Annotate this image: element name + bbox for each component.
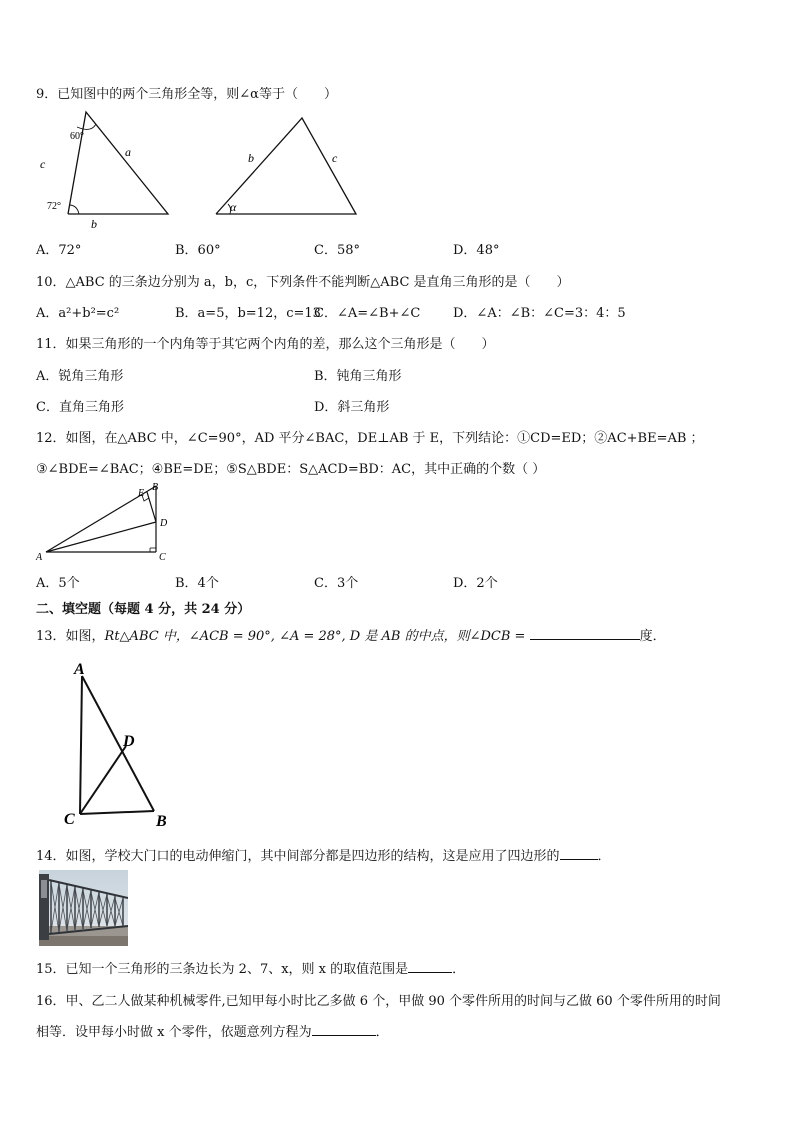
q10-option-b: B．a=5，b=12，c=13: [175, 306, 321, 321]
q9-fig1-side-bottom: b: [91, 217, 97, 231]
q10-option-d: D．∠A：∠B：∠C=3：4：5: [453, 306, 626, 321]
q13-figure: [60, 658, 190, 833]
q9-figure-1: [30, 108, 180, 233]
q14-stem-suffix: ．: [597, 849, 611, 864]
q13-label-b: B: [156, 813, 167, 830]
q11-option-a: A．锐角三角形: [36, 369, 124, 384]
q9-option-d: D．48°: [453, 243, 500, 258]
q15-stem-text: 15．已知一个三角形的三条边长为 2、7、x，则 x 的取值范围是: [36, 962, 409, 977]
q12-label-d: D: [160, 518, 168, 529]
q15-stem: [36, 958, 465, 977]
q9-option-c: C．58°: [314, 243, 360, 258]
q15-stem-suffix: ．: [452, 962, 466, 977]
q16-line2: [36, 1021, 389, 1040]
gate-image: [39, 870, 128, 946]
q9-fig1-angle-top: 60°: [70, 131, 84, 142]
q10-stem: 10．△ABC 的三条边分别为 a，b，c，下列条件不能判断△ABC 是直角三角形的是（ ）: [36, 275, 570, 290]
q9-option-b: B．60°: [175, 243, 221, 258]
q12-option-b: B．4个: [175, 576, 219, 591]
q12-figure: [34, 482, 184, 564]
q16-line1: 16．甲、乙二人做某种机械零件,已知甲每小时比乙多做 6 个，甲做 90 个零件所用的时间与乙做 60 个零件所用的时间: [36, 994, 721, 1009]
q9-fig2-side-left: b: [248, 151, 254, 165]
q9-fig1-side-right: a: [125, 145, 131, 159]
q13-stem: [36, 625, 666, 644]
q13-stem-suffix: 度．: [639, 629, 666, 644]
q14-gate-photo: [39, 870, 128, 946]
q9-stem: 9．已知图中的两个三角形全等，则∠α等于（ ）: [36, 87, 337, 102]
q11-option-d: D．斜三角形: [314, 400, 390, 415]
q13-label-c: C: [64, 811, 75, 828]
q12-option-c: C．3个: [314, 576, 359, 591]
q13-label-d: D: [123, 733, 135, 750]
q12-label-a: A: [36, 552, 43, 563]
q16-line2-suffix: ．: [375, 1025, 389, 1040]
q13-stem-prefix: 13．如图，: [36, 629, 105, 644]
q12-label-c: C: [159, 552, 166, 563]
q9-fig2-side-right: c: [332, 151, 338, 165]
q14-stem-text: 14．如图，学校大门口的电动伸缩门，其中间部分都是四边形的结构，这是应用了四边形的: [36, 849, 560, 864]
q14-answer-blank[interactable]: [560, 847, 598, 860]
q15-answer-blank[interactable]: [408, 960, 452, 973]
q12-stem-line1: 12．如图，在△ABC 中，∠C=90°，AD 平分∠BAC，DE⊥AB 于 E，下列结论：①CD=ED；②AC+BE=AB ；: [36, 431, 704, 446]
q10-option-c: C．∠A=∠B+∠C: [314, 306, 421, 321]
q12-option-d: D．2个: [453, 576, 498, 591]
q9-figure-2: [208, 112, 368, 222]
q12-label-e: E: [138, 488, 145, 499]
q11-stem: 11．如果三角形的一个内角等于其它两个内角的差，那么这个三角形是（ ）: [36, 337, 495, 352]
section-2-title: 二、填空题（每题 4 分，共 24 分）: [36, 602, 251, 617]
q9-fig1-angle-bottom: 72°: [47, 201, 61, 212]
q9-fig1-side-left: c: [40, 157, 46, 171]
q12-option-a: A．5个: [36, 576, 80, 591]
q13-stem-math: Rt△ABC 中，∠ACB = 90°, ∠A = 28°, D 是 AB 的中点，则∠DCB =: [104, 629, 526, 644]
q16-line2-text: 相等．设甲每小时做 x 个零件，依题意列方程为: [36, 1025, 312, 1040]
q13-answer-blank[interactable]: [530, 627, 640, 640]
q12-stem-line2: ③∠BDE=∠BAC；④BE=DE；⑤S△BDE：S△ACD=BD：AC，其中正确的个数（ ）: [36, 462, 546, 477]
q9-option-a: A．72°: [36, 243, 82, 258]
q10-option-a: A．a²+b²=c²: [36, 306, 120, 321]
q13-label-a: A: [74, 661, 85, 678]
q9-fig2-angle: α: [230, 200, 237, 214]
q16-answer-blank[interactable]: [312, 1023, 376, 1036]
q12-label-b: B: [152, 482, 159, 493]
q14-stem: [36, 845, 611, 864]
q11-option-c: C．直角三角形: [36, 400, 124, 415]
q11-option-b: B．钝角三角形: [314, 369, 402, 384]
